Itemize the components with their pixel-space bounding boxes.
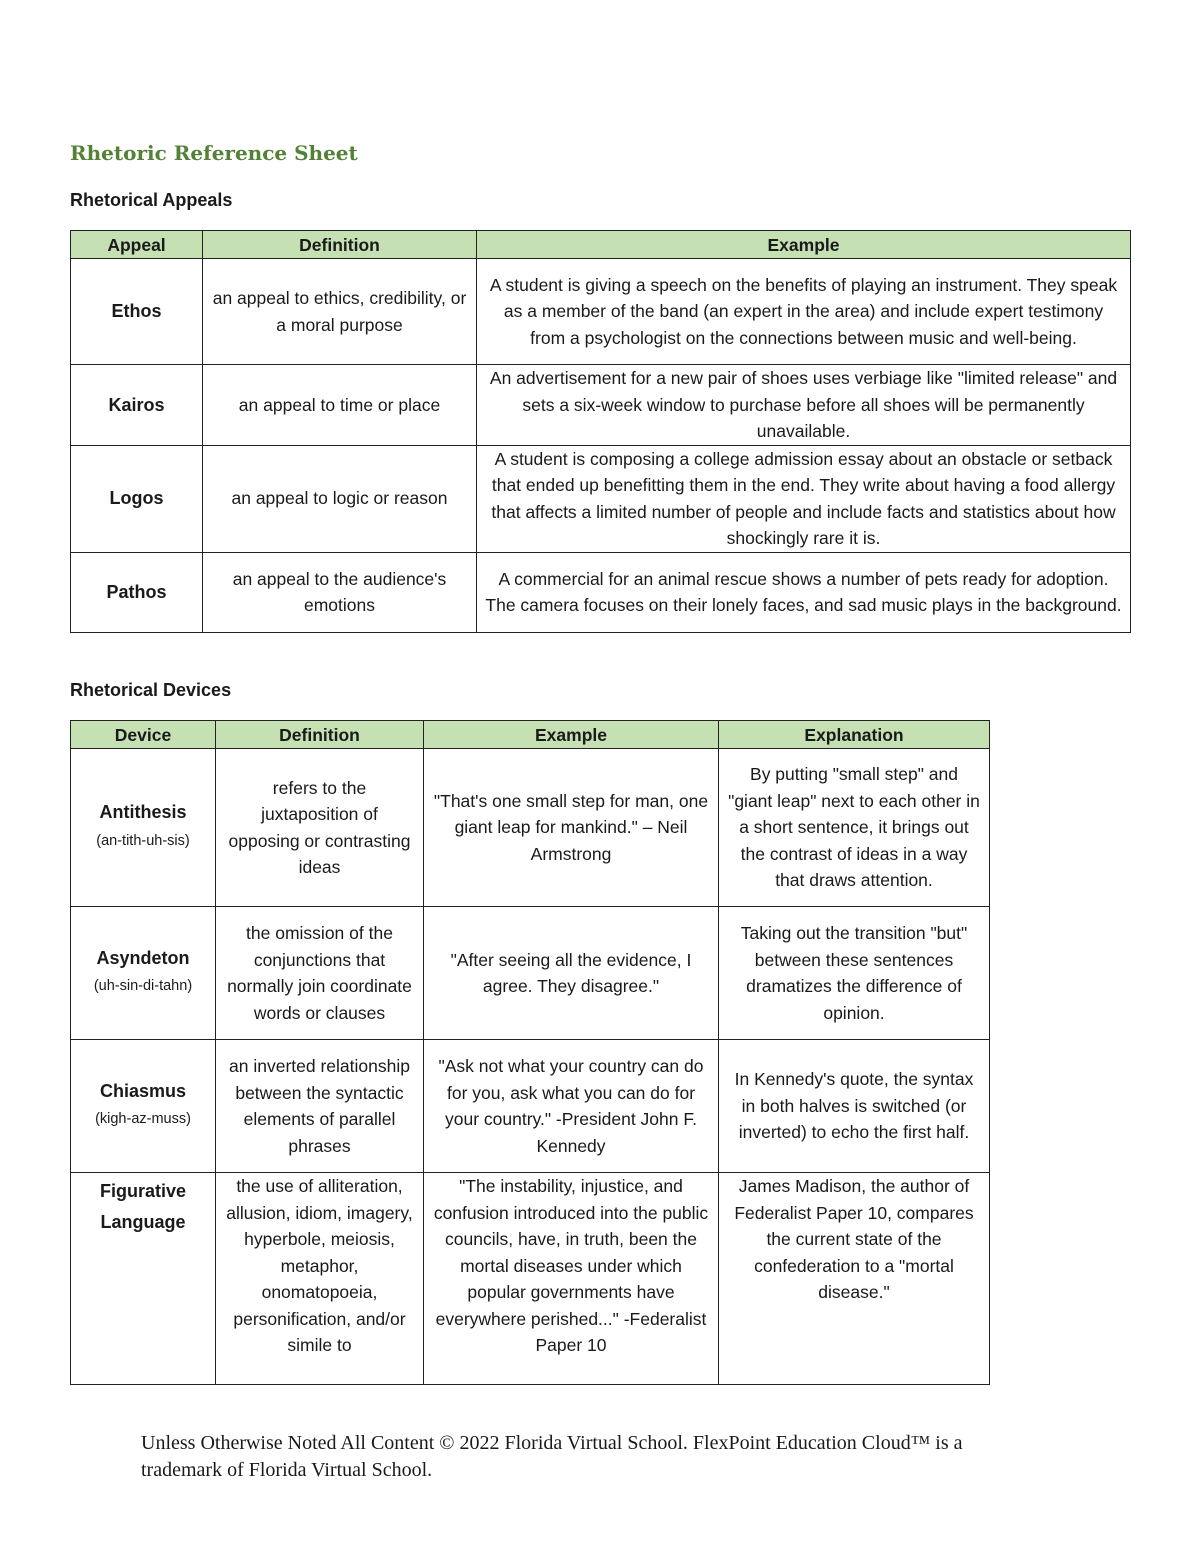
device-term: Figurative Language (99, 1181, 187, 1232)
appeals-heading: Rhetorical Appeals (70, 190, 233, 210)
device-pronunciation: (kigh-az-muss) (95, 1111, 191, 1128)
device-explanation: By putting "small step" and "giant leap" next to each other in a short sentence, it brings out the contrast of ideas in a way that draws attention. (719, 749, 990, 907)
column-header-explanation: Explanation (719, 721, 990, 749)
device-example: "That's one small step for man, one giant leap for mankind." – Neil Armstrong (424, 749, 719, 907)
device-definition: an inverted relationship between the syntactic elements of parallel phrases (216, 1040, 424, 1173)
devices-header-row (71, 721, 990, 749)
appeal-example: An advertisement for a new pair of shoes uses verbiage like "limited release" and sets a six-week window to purchase before all shoes will be permanently unavailable. (477, 365, 1131, 446)
appeal-term: Ethos (71, 259, 203, 365)
device-pronunciation: (uh-sin-di-tahn) (93, 978, 193, 995)
table-row-figurative-language (71, 1173, 990, 1385)
appeal-definition: an appeal to the audience's emotions (203, 552, 477, 632)
appeal-term: Pathos (71, 552, 203, 632)
appeals-header-row (71, 231, 1131, 259)
device-term: Chiasmus (99, 1080, 187, 1101)
table-row-antithesis (71, 749, 990, 907)
table-row-ethos (71, 259, 1131, 365)
column-header-definition: Definition (216, 721, 424, 749)
device-explanation: James Madison, the author of Federalist Paper 10, compares the current state of the confederation to a "mortal disease." (719, 1173, 990, 1385)
device-example: "The instability, injustice, and confusion introduced into the public councils, have, in truth, been the mortal diseases under which popular governments have everywhere perished..." -Federalist Paper 10 (424, 1173, 719, 1385)
appeal-example: A student is composing a college admission essay about an obstacle or setback that ended up benefitting them in the end. They write about having a food allergy that affects a limited number of people and include facts and statistics about how shockingly rare it is. (477, 445, 1131, 552)
appeal-definition: an appeal to logic or reason (203, 445, 477, 552)
appeals-table (70, 230, 1131, 633)
device-definition: refers to the juxtaposition of opposing or contrasting ideas (216, 749, 424, 907)
device-term-cell (71, 907, 216, 1040)
column-header-appeal: Appeal (71, 231, 203, 259)
device-term-cell (71, 1040, 216, 1173)
device-example: "Ask not what your country can do for you, ask what you can do for your country." -President John F. Kennedy (424, 1040, 719, 1173)
device-term: Asyndeton (96, 947, 190, 968)
appeal-example: A student is giving a speech on the benefits of playing an instrument. They speak as a member of the band (an expert in the area) and include expert testimony from a psychologist on the connections between music and well-being. (477, 259, 1131, 365)
column-header-example: Example (477, 231, 1131, 259)
device-explanation: In Kennedy's quote, the syntax in both halves is switched (or inverted) to echo the first half. (719, 1040, 990, 1173)
devices-table (70, 720, 990, 1385)
table-row-chiasmus (71, 1040, 990, 1173)
appeal-term: Kairos (71, 365, 203, 446)
device-example: "After seeing all the evidence, I agree. They disagree." (424, 907, 719, 1040)
column-header-device: Device (71, 721, 216, 749)
device-term: Antithesis (99, 802, 187, 823)
appeal-example: A commercial for an animal rescue shows a number of pets ready for adoption. The camera focuses on their lonely faces, and sad music plays in the background. (477, 552, 1131, 632)
device-pronunciation: (an-tith-uh-sis) (96, 832, 190, 849)
column-header-definition: Definition (203, 231, 477, 259)
device-definition: the omission of the conjunctions that normally join coordinate words or clauses (216, 907, 424, 1040)
device-term-cell (71, 1173, 216, 1385)
table-row-asyndeton (71, 907, 990, 1040)
table-row-logos (71, 445, 1131, 552)
appeal-definition: an appeal to time or place (203, 365, 477, 446)
page-title: Rhetoric Reference Sheet (70, 141, 358, 165)
column-header-example: Example (424, 721, 719, 749)
table-row-kairos (71, 365, 1131, 446)
devices-heading: Rhetorical Devices (70, 680, 232, 700)
appeal-definition: an appeal to ethics, credibility, or a moral purpose (203, 259, 477, 365)
device-definition: the use of alliteration, allusion, idiom, imagery, hyperbole, meiosis, metaphor, onomatopoeia, personification, and/or simile to (216, 1173, 424, 1385)
device-explanation: Taking out the transition "but" between these sentences dramatizes the difference of opinion. (719, 907, 990, 1040)
copyright-footer: Unless Otherwise Noted All Content © 2022 Florida Virtual School. FlexPoint Education Cloud™ is a trademark of Florida Virtual School. (141, 1432, 963, 1481)
appeal-term: Logos (71, 445, 203, 552)
table-row-pathos (71, 552, 1131, 632)
device-term-cell (71, 749, 216, 907)
